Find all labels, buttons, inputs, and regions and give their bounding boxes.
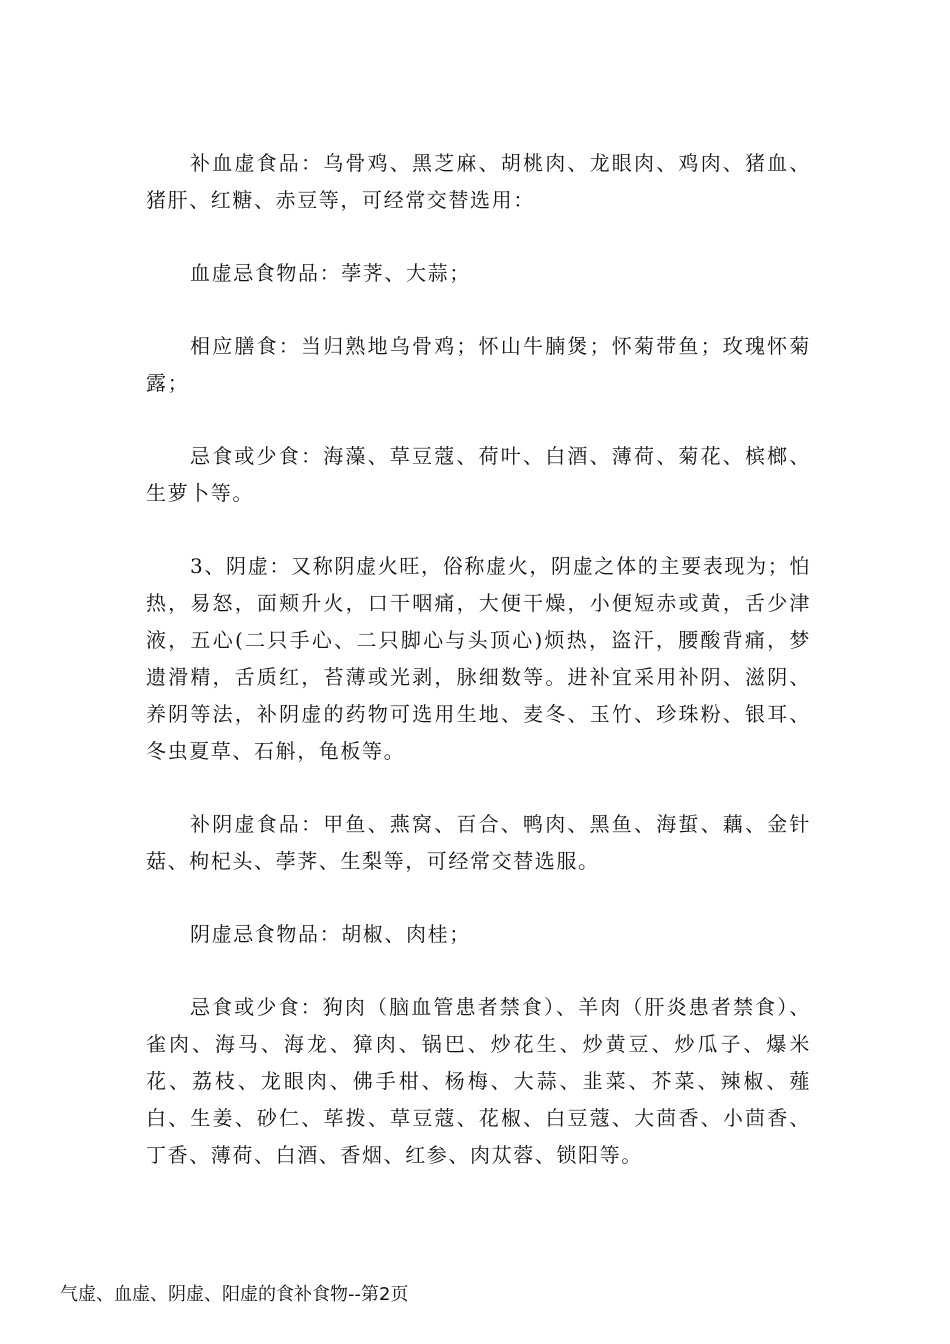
- paragraph-blood-deficiency-avoid: 血虚忌食物品：荸荠、大蒜；: [190, 261, 471, 285]
- paragraph-avoid-or-reduce-1: 忌食或少食：海藻、草豆蔻、荷叶、白酒、薄荷、菊花、槟榔、生萝卜等。: [146, 444, 811, 505]
- paragraph-blood-deficiency-foods: 补血虚食品：乌骨鸡、黑芝麻、胡桃肉、龙眼肉、鸡肉、猪血、猪肝、红糖、赤豆等，可经常交替选用：: [146, 151, 811, 212]
- paragraph-yin-deficiency-avoid: 阴虚忌食物品：胡椒、肉桂；: [190, 922, 471, 946]
- paragraph-avoid-or-reduce-2: 忌食或少食：狗肉（脑血管患者禁食）、羊肉（肝炎患者禁食）、雀肉、海马、海龙、獐肉、锅巴、炒花生、炒黄豆、炒瓜子、爆米花、荔枝、龙眼肉、佛手柑、杨梅、大蒜、韭菜、芥菜、辣椒、薤白、生姜、砂仁、荜拨、草豆蔻、花椒、白豆蔻、大茴香、小茴香、丁香、薄荷、白酒、香烟、红参、肉苁蓉、锁阳等。: [146, 995, 811, 1167]
- document-body: [146, 145, 811, 1210]
- paragraph-yin-deficiency-foods: 补阴虚食品：甲鱼、燕窝、百合、鸭肉、黑鱼、海蜇、藕、金针菇、枸杞头、荸荠、生梨等，可经常交替选服。: [146, 812, 811, 873]
- page-footer: 气虚、血虚、阴虚、阳虚的食补食物--第2页: [60, 1284, 409, 1305]
- paragraph-yin-deficiency: 3、阴虚：又称阴虚火旺，俗称虚火，阴虚之体的主要表现为；怕热，易怒，面颊升火，口干咽痛，大便干燥，小便短赤或黄，舌少津液，五心(二只手心、二只脚心与头顶心)烦热，盗汗，腰酸背痛，梦遗滑精，舌质红，苔薄或光剥，脉细数等。进补宜采用补阴、滋阴、养阴等法，补阴虚的药物可选用生地、麦冬、玉竹、珍珠粉、银耳、冬虫夏草、石斛，龟板等。: [146, 554, 811, 763]
- paragraph-corresponding-dishes: 相应膳食：当归熟地乌骨鸡；怀山牛腩煲；怀菊带鱼；玫瑰怀菊露；: [146, 334, 811, 395]
